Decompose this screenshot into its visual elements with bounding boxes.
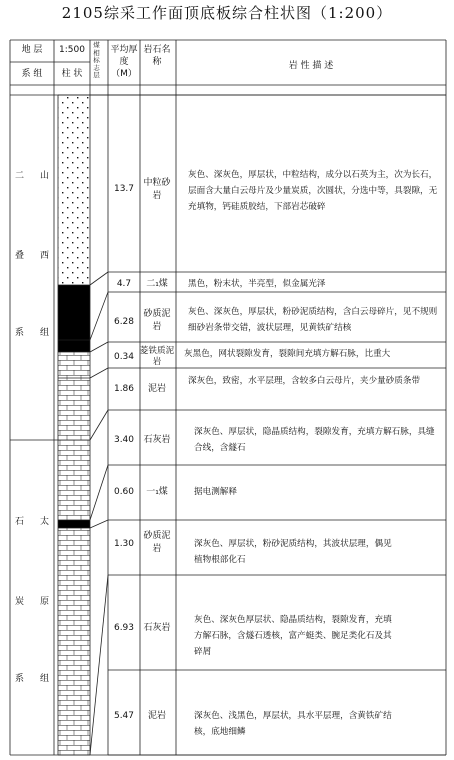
header-strata: 地 层	[21, 45, 43, 55]
strata-upper-2: 山	[40, 171, 50, 181]
strata-lower-2: 太	[40, 517, 50, 527]
layer-rock-name: 二₁煤	[146, 279, 168, 289]
lithology-band-brick	[58, 528, 90, 755]
lithology-band-coal	[58, 520, 90, 528]
layer-rock-name: 砂质泥岩	[143, 531, 171, 554]
header-coal-seam-mark: 煤相标志层	[93, 41, 100, 79]
connector-line	[90, 368, 108, 378]
connector-line	[90, 465, 108, 520]
strata-lower-3: 炭	[15, 597, 25, 607]
layer-rock-name: 石灰岩	[143, 623, 171, 633]
layer-rock-name: 砂质泥岩	[143, 309, 171, 332]
connector-line	[90, 575, 108, 755]
strata-upper-3: 叠	[15, 251, 25, 261]
layer-rock-name: 泥岩	[147, 384, 166, 394]
header-rock-properties: 岩 性 描 述	[288, 61, 334, 71]
connector-line	[90, 410, 108, 440]
header-avg-thickness: 平均厚度（M）	[110, 45, 138, 79]
connector-line	[90, 272, 108, 285]
layer-description: 灰色、深灰色，厚层状，中粒结构，成分以石英为主，次为长石，层面含大量白云母片及少量炭质，次圆状，分选中等，具裂隙，无充填物，钙硅质胶结，下部岩芯破碎	[188, 170, 438, 212]
connector-line	[90, 292, 108, 340]
chart-title: 2105综采工作面顶底板综合柱状图（1:200）	[61, 4, 393, 22]
strata-upper-1: 二	[15, 171, 25, 181]
header-scale: 1:500	[59, 45, 85, 55]
layer-thickness: 13.7	[113, 184, 135, 194]
layer-thickness: 1.30	[113, 539, 135, 549]
header-column: 柱 状	[61, 69, 83, 79]
layer-rock-name: 石灰岩	[143, 435, 171, 445]
layer-thickness: 4.7	[116, 279, 132, 289]
layer-description: 黑色，粉末状，半亮型，似金属光泽	[188, 279, 326, 289]
layer-rock-name: 泥岩	[147, 711, 166, 721]
layer-thickness: 0.60	[113, 487, 135, 497]
lithology-band-brick	[58, 352, 90, 520]
layer-description: 深灰色、厚层状，粉砂泥质结构，其波状层理，偶见植物根部化石	[194, 539, 392, 565]
layer-description: 灰黑色，网状裂隙发育，裂隙间充填方解石脉，比重大	[184, 349, 391, 359]
layer-thickness: 6.93	[113, 623, 135, 633]
strata-lower-4: 原	[40, 597, 50, 607]
layer-description: 深灰色、厚层状，隐晶质结构，裂隙发育，充填方解石脉，具缝合线，含燧石	[194, 427, 435, 453]
layer-thickness: 0.34	[113, 352, 135, 362]
layer-thickness: 5.47	[113, 711, 135, 721]
strata-lower-6: 组	[40, 674, 50, 684]
strata-upper-5: 系	[15, 328, 25, 338]
strata-upper-6: 组	[40, 328, 50, 338]
strata-lower-5: 系	[15, 674, 25, 684]
layer-thickness: 3.40	[113, 435, 135, 445]
layer-description: 灰色、深灰色厚层状、隐晶质结构，裂隙发育，充填方解石脉，含燧石透核，富产蜓类、腕足类化石及其碎屑	[194, 615, 392, 657]
header-rock-name: 岩石名称	[143, 45, 171, 67]
strata-lower-1: 石	[15, 517, 25, 527]
layer-thickness: 6.28	[113, 317, 135, 327]
layer-description: 深灰色、浅黑色，厚层状，具水平层理，含黄铁矿结核，底地细鳞	[194, 711, 392, 737]
lithology-band-coal	[58, 285, 90, 352]
layer-description: 深灰色，致密，水平层理，含较多白云母片，夹少量砂质条带	[188, 376, 421, 386]
connector-line	[90, 520, 108, 528]
layer-thickness: 1.86	[113, 384, 135, 394]
lithology-band-dots	[58, 95, 90, 285]
layer-rock-name: 一₁煤	[146, 487, 168, 497]
layer-description: 据电测解释	[194, 487, 237, 497]
connector-line	[90, 342, 108, 352]
layer-rock-name: 菱铁质泥岩	[139, 346, 175, 367]
layer-rock-name: 中粒砂岩	[143, 178, 171, 201]
strata-upper-4: 西	[40, 251, 50, 261]
header-system: 系 组	[21, 69, 43, 79]
layer-description: 灰色、深灰色，厚层状，粉砂泥质结构，含白云母碎片，见不规则细砂岩条带交错，波状层理，见黄铁矿结核	[188, 307, 438, 333]
